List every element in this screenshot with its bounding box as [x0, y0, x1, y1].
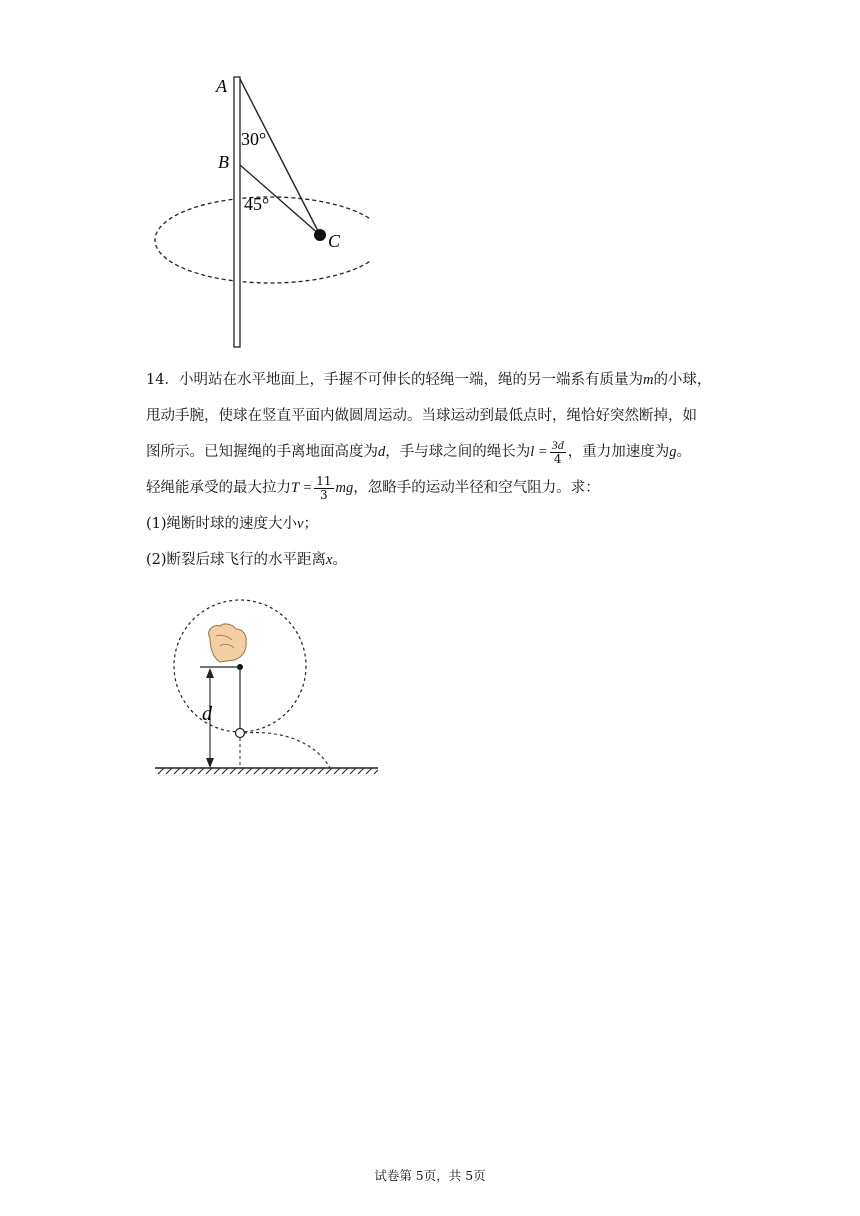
text-segment: 甩动手腕，使球在竖直平面内做圆周运动。当球运动到最低点时，绳恰好突然断掉，如 [146, 408, 697, 424]
hand-icon [209, 624, 246, 662]
text-segment: 。 [332, 552, 347, 568]
page-footer: 试卷第 5页，共 5页 [374, 1168, 486, 1183]
ground [155, 768, 378, 774]
text-segment: ，忽略手的运动半径和空气阻力。求： [353, 480, 600, 496]
var-x: x [326, 552, 333, 568]
question-2 [146, 542, 726, 578]
frac-den: 3 [320, 487, 328, 502]
var-m: m [642, 372, 654, 388]
problem-line-3 [146, 434, 726, 470]
text-segment: 轻绳能承受的最大拉力 [146, 480, 291, 496]
problem-number: 14． [146, 372, 179, 388]
var-g: g [669, 444, 677, 460]
question-1 [146, 506, 726, 542]
fraction-3d-over-4 [550, 439, 566, 466]
text-segment: ，手与球之间的绳长为 [385, 444, 531, 460]
var-mg: mg [335, 480, 354, 496]
label-c: C [328, 231, 341, 251]
problem-line-1 [146, 362, 726, 398]
frac-num: 3d [551, 437, 564, 452]
text-segment: (2)断裂后球飞行的水平距离 [146, 552, 327, 568]
frac-den: 4 [553, 451, 562, 466]
vertical-pole [234, 77, 240, 347]
var-v: v [297, 516, 304, 532]
var-d: d [378, 444, 386, 460]
projectile-trajectory [244, 733, 330, 768]
problem-line-4 [146, 470, 726, 506]
arrow-head-down [206, 758, 214, 768]
text-segment: ； [303, 516, 318, 532]
frac-num: 11 [316, 473, 332, 488]
text-segment: 小明站在水平地面上，手握不可伸长的轻绳一端，绳的另一端系有质量为 [178, 372, 643, 388]
text-segment: ，重力加速度为 [567, 444, 670, 460]
label-b: B [218, 152, 229, 172]
vertical-circle-figure [150, 596, 385, 778]
text-segment: 图所示。已知握绳的手离地面高度为 [146, 444, 378, 460]
pole-rotation-figure [140, 65, 370, 355]
label-a: A [216, 76, 227, 96]
eq-l: l = [530, 444, 548, 460]
text-segment: 。 [676, 444, 691, 460]
angle-45: 45° [244, 194, 270, 214]
angle-30: 30° [241, 129, 267, 149]
ball [236, 729, 245, 738]
text-segment: 的小球， [653, 372, 712, 388]
problem-line-2 [146, 398, 726, 434]
label-d: d [202, 703, 212, 725]
problem-14 [146, 362, 726, 578]
text-segment: (1)绳断时球的速度大小 [146, 516, 298, 532]
arrow-head-up [206, 668, 214, 678]
eq-t: T = [291, 480, 313, 496]
fraction-11-over-3 [314, 475, 333, 502]
ball-c [314, 229, 326, 241]
